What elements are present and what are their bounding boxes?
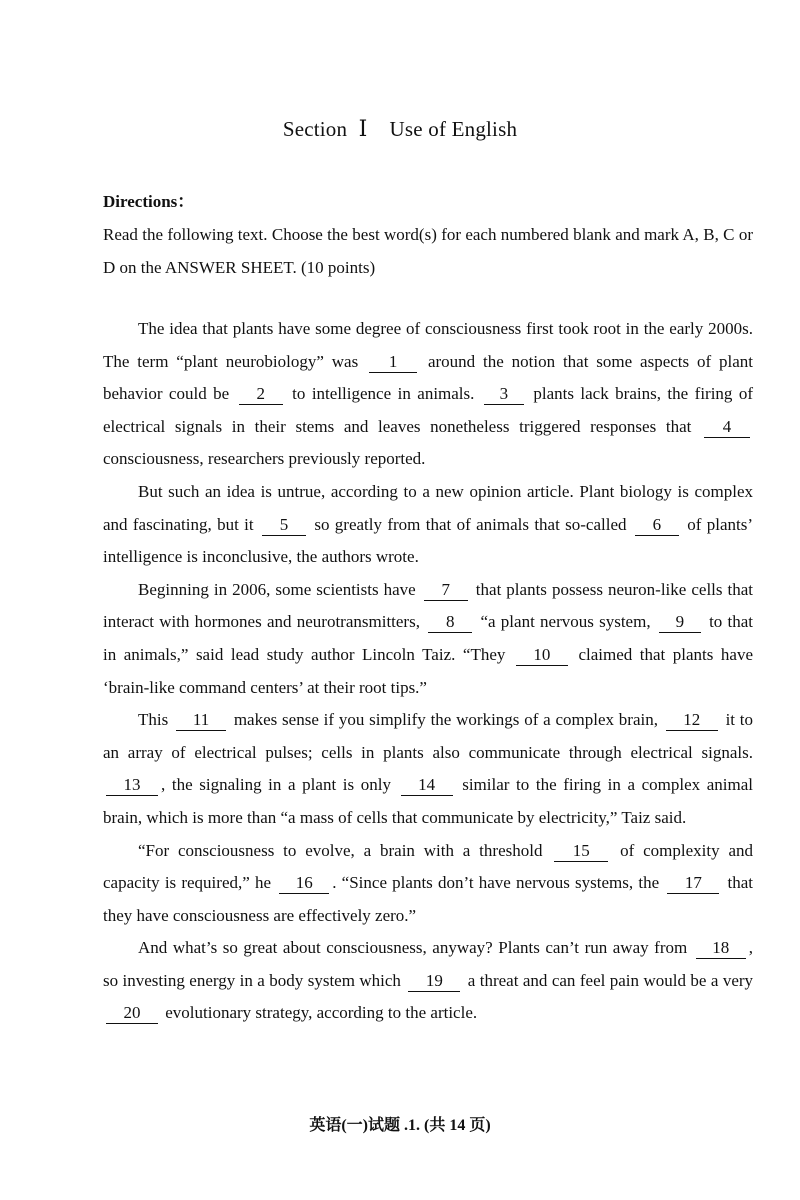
blank-8: 8 bbox=[428, 612, 472, 633]
blank-15: 15 bbox=[554, 841, 608, 862]
blank-5: 5 bbox=[262, 515, 306, 536]
blank-6: 6 bbox=[635, 515, 679, 536]
paragraph-6: And what’s so great about consciousness, anyway? Plants can’t run away from 18 , so investing energy in a body system which 19 a threat and can feel pain would be a very 20 evolutionary strategy, according to the article. bbox=[103, 938, 754, 1023]
blank-1: 1 bbox=[369, 352, 417, 373]
blank-9: 9 bbox=[659, 612, 701, 633]
blank-13: 13 bbox=[106, 775, 158, 796]
directions-text: Read the following text. Choose the best word(s) for each numbered blank and mark A, B, C or D on the ANSWER SHEET. (10 points) bbox=[103, 225, 753, 277]
section-title bbox=[0, 116, 800, 142]
directions-label: Directions： bbox=[103, 192, 195, 211]
blank-2: 2 bbox=[239, 384, 283, 405]
paragraph-4: This 11 makes sense if you simplify the workings of a complex brain, 12 it to an array of electrical pulses; cells in plants also communicate through electrical signals. 13 , the signaling in a plant is only 14 similar to the firing in a complex animal brain, which is more than “a mass of cells that communicate by electricity,” Taiz said. bbox=[103, 710, 754, 827]
paragraph-2: But such an idea is untrue, according to a new opinion article. Plant biology is complex and fascinating, but it 5 so greatly from that of animals that so-called 6 of plants’ intelligence is inconclusive, the authors wrote. bbox=[103, 481, 754, 567]
section-numeral: Ⅰ bbox=[358, 116, 368, 141]
blank-10: 10 bbox=[516, 645, 568, 666]
section-label: Section bbox=[282, 117, 348, 141]
paragraph-5: “For consciousness to evolve, a brain with a threshold 15 of complexity and capacity is required,” he 16 . “Since plants don’t have nervous systems, the 17 that they have consciousness are effectively zero.” bbox=[103, 840, 754, 925]
paragraph-1: The idea that plants have some degree of consciousness first took root in the early 2000s. The term “plant neurobiology” was 1 around the notion that some aspects of plant behavior could be 2 to intelligence in animals. 3 plants lack brains, the firing of electrical signals in their stems and leaves nonetheless triggered responses that 4 consciousness, researchers previously reported. bbox=[103, 319, 754, 469]
blank-3: 3 bbox=[484, 384, 524, 405]
blank-18: 18 bbox=[696, 938, 746, 959]
blank-11: 11 bbox=[176, 710, 226, 731]
blank-16: 16 bbox=[279, 873, 329, 894]
page-footer: 英语(一)试题 .1. (共 14 页) bbox=[309, 1117, 491, 1134]
section-heading: Use of English bbox=[389, 117, 518, 141]
blank-20: 20 bbox=[106, 1003, 158, 1024]
blank-14: 14 bbox=[401, 775, 453, 796]
blank-17: 17 bbox=[667, 873, 719, 894]
blank-12: 12 bbox=[666, 710, 718, 731]
blank-7: 7 bbox=[424, 580, 468, 601]
blank-4: 4 bbox=[704, 417, 750, 438]
blank-19: 19 bbox=[408, 971, 460, 992]
paragraph-3: Beginning in 2006, some scientists have 7 that plants possess neuron-like cells that interact with hormones and neurotransmitters, 8 “a plant nervous system, 9 to that in animals,” said lead study author Lincoln Taiz. “They 10 claimed that plants have ‘brain-like command centers’ at their root tips.” bbox=[103, 579, 754, 697]
passage bbox=[103, 313, 753, 1030]
